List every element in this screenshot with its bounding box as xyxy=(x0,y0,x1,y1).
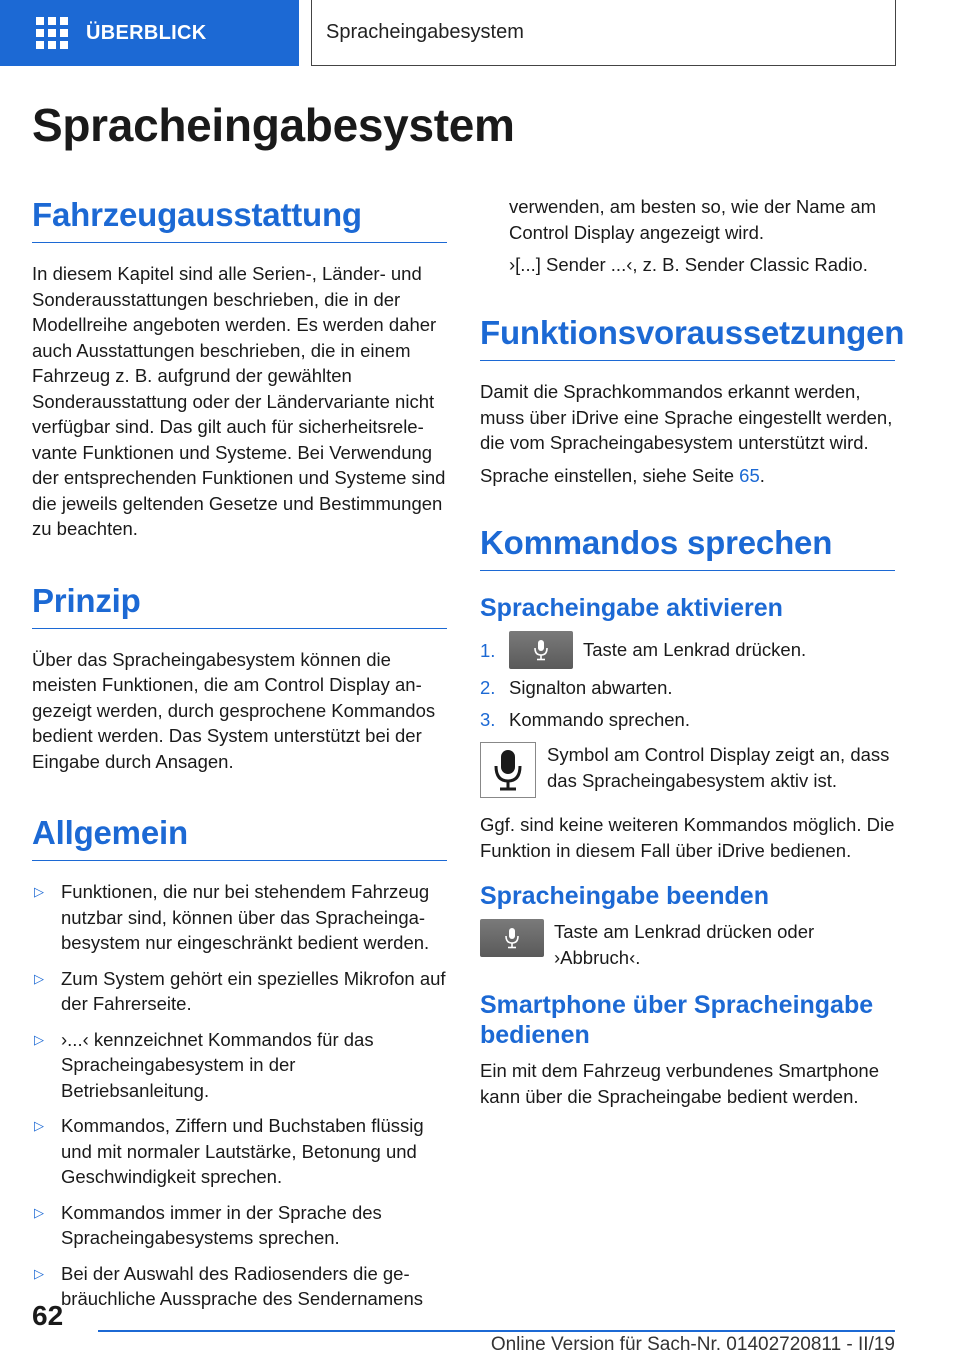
paragraph-prinzip: Über das Spracheingabesystem können die meisten Funktionen, die am Control Display angezeigt werden, durch gesprochene Kommandos bedient werden. Das System unterstützt bei der Eingabe durch Ansagen. xyxy=(32,648,436,772)
beenden-text: Taste am Lenkrad drücken oder ›Abbruch‹. xyxy=(554,921,815,968)
left-column xyxy=(32,196,447,1322)
heading-spracheingabe-aktivieren: Spracheingabe aktivieren xyxy=(480,594,783,622)
section-fahrzeugausstattung xyxy=(32,196,447,542)
heading-kommandos-sprechen: Kommandos sprechen xyxy=(480,524,895,571)
beenden-row xyxy=(480,919,895,970)
heading-prinzip: Prinzip xyxy=(32,582,447,629)
triangle-bullet-icon: ▷ xyxy=(34,884,44,899)
paragraph-example: ›[...] Sender ...‹, z. B. Sender Classic Radio. xyxy=(509,254,868,275)
triangle-bullet-icon: ▷ xyxy=(34,1118,44,1133)
microphone-icon xyxy=(480,919,544,957)
overview-tab-label: ÜBERBLICK xyxy=(86,21,207,44)
list-item: ▷ Funktionen, die nur bei stehendem Fahrzeug nutzbar sind, können über das Spracheingabesystem nur eingeschränkt bedient werden. xyxy=(34,881,430,953)
list-item: ▷ Bei der Auswahl des Radiosenders die gebräuchliche Aussprache des Sendernamens xyxy=(34,1262,424,1309)
section-header-title: Spracheingabesystem xyxy=(326,21,524,43)
allgemein-bullet-list xyxy=(32,879,447,1312)
grid-icon xyxy=(36,17,68,49)
triangle-bullet-icon: ▷ xyxy=(34,1265,44,1281)
page-reference-link[interactable]: 65 xyxy=(739,464,760,486)
display-symbol-text: Symbol am Control Display zeigt an, dass das Spracheingabesystem aktiv ist. xyxy=(547,744,890,791)
triangle-bullet-icon: ▷ xyxy=(34,1204,44,1220)
list-item: 3. Kommando sprechen. xyxy=(480,708,690,730)
paragraph-sprache-reference: Sprache einstellen, siehe Seite 65. xyxy=(480,464,765,486)
microphone-icon xyxy=(480,742,536,798)
section-header xyxy=(311,0,896,66)
section-prinzip xyxy=(32,582,447,775)
heading-allgemein: Allgemein xyxy=(32,814,447,861)
heading-smartphone: Smartphone über Spracheingabe bedienen xyxy=(480,991,874,1049)
right-column-continuation xyxy=(480,194,895,285)
list-item: ▷ Zum System gehört ein spezielles Mikrofon auf der Fahrerseite. xyxy=(34,967,446,1014)
paragraph-smartphone: Ein mit dem Fahrzeug verbundenes Smartphone kann über die Spracheingabe bedient werden. xyxy=(480,1060,879,1107)
list-item: ▷ ›...‹ kennzeichnet Kommandos für das Spracheingabesystem in der Betriebsanleitung. xyxy=(34,1028,374,1101)
list-item: ▷ Kommandos immer in der Sprache des Spracheingabesystems sprechen. xyxy=(34,1201,382,1248)
list-item: 2. Signalton abwarten. xyxy=(480,677,673,698)
activation-steps xyxy=(480,631,895,732)
heading-spracheingabe-beenden: Spracheingabe beenden xyxy=(480,882,769,910)
triangle-bullet-icon: ▷ xyxy=(34,1031,44,1047)
display-symbol-row xyxy=(480,742,895,798)
section-allgemein xyxy=(32,814,447,1312)
overview-tab[interactable] xyxy=(0,0,299,66)
page-number: 62 xyxy=(32,1300,64,1331)
list-item: ▷ Kommandos, Ziffern und Buchstaben flüssig und mit normaler Lautstärke, Betonung und Geschwindigkeit sprechen. xyxy=(34,1115,424,1187)
heading-fahrzeugausstattung: Fahrzeugausstattung xyxy=(32,196,447,243)
section-kommandos-sprechen xyxy=(480,524,895,1109)
paragraph-funktionsvoraussetzungen: Damit die Sprachkommandos erkannt werden, muss über iDrive eine Sprache eingestellt werden, die vom Spracheingabesystem unterstützt wird. xyxy=(480,381,893,453)
footer-divider xyxy=(98,1330,895,1332)
page-title: Spracheingabesystem xyxy=(32,99,515,151)
section-funktionsvoraussetzungen xyxy=(480,314,905,488)
triangle-bullet-icon: ▷ xyxy=(34,970,44,986)
footer-text: Online Version für Sach-Nr. 01402720811 - II/19 xyxy=(490,1334,895,1355)
heading-funktionsvoraussetzungen: Funktionsvoraussetzungen xyxy=(480,314,895,361)
list-item: 1. Taste am Lenkrad drücken. xyxy=(480,631,895,669)
microphone-icon xyxy=(509,631,573,669)
paragraph-note: Ggf. sind keine weiteren Kommandos möglich. Die Funktion in diesem Fall über iDrive bedienen. xyxy=(480,814,895,861)
right-column xyxy=(480,314,905,1116)
paragraph-continuation: verwenden, am besten so, wie der Name am Control Display angezeigt wird. xyxy=(509,196,877,243)
paragraph-fahrzeugausstattung: In diesem Kapitel sind alle Serien-, Länder- und Sonderausstattungen beschrieben, die in der Modellreihe angeboten werden. Es werden daher auch Ausstattungen beschrieben, die in einem Fahrzeug z. B. aufgrund der gewählten Sonderausstattung oder der Ländervariante nicht verfügbar sind. Das gilt auch für sicherheitsrelevante Funktionen und Systeme. Bei Verwendung der entsprechenden Funktionen und Systeme sind die jeweils geltenden Gesetze und Bestimmungen zu beachten. xyxy=(32,263,446,539)
